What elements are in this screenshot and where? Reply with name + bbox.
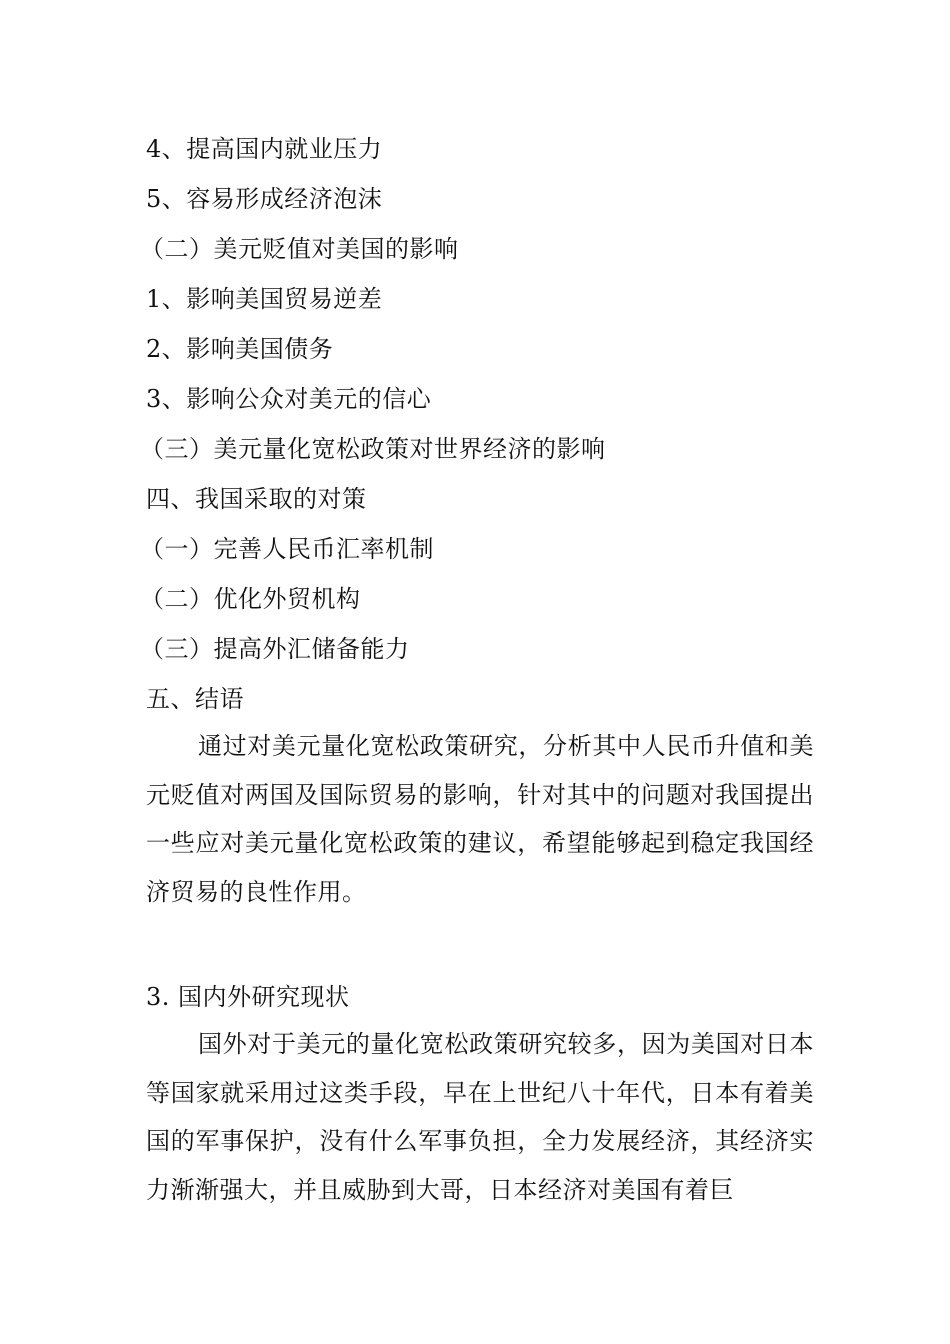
section-3-heading: 3. 国内外研究现状 — [146, 983, 350, 1011]
outline-subsection-4-1: （一）完善人民币汇率机制 — [140, 535, 434, 563]
outline-item-3: 3、影响公众对美元的信心 — [146, 385, 432, 413]
outline-subsection-2: （二）美元贬值对美国的影响 — [140, 235, 459, 263]
outline-item-2: 2、影响美国债务 — [146, 335, 334, 363]
section-3-paragraph: 国外对于美元的量化宽松政策研究较多，因为美国对日本等国家就采用过这类手段，早在上世纪八十年代，日本有着美国的军事保护，没有什么军事负担，全力发展经济，其经济实力渐渐强大，并且威胁到大哥，日本经济对美国有着巨 — [146, 1030, 814, 1204]
outline-subsection-3: （三）美元量化宽松政策对世界经济的影响 — [140, 435, 606, 463]
outline-item-4: 4、提高国内就业压力 — [146, 135, 383, 163]
outline-subsection-4-3: （三）提高外汇储备能力 — [140, 635, 410, 663]
outline-section-4: 四、我国采取的对策 — [146, 485, 367, 513]
outline-subsection-4-2: （二）优化外贸机构 — [140, 585, 361, 613]
outline-section-5: 五、结语 — [146, 685, 244, 713]
outline-item-1: 1、影响美国贸易逆差 — [146, 285, 383, 313]
conclusion-paragraph: 通过对美元量化宽松政策研究，分析其中人民币升值和美元贬值对两国及国际贸易的影响，针对其中的问题对我国提出一些应对美元量化宽松政策的建议，希望能够起到稳定我国经济贸易的良性作用。 — [146, 732, 814, 906]
outline-item-5: 5、容易形成经济泡沫 — [146, 185, 383, 213]
